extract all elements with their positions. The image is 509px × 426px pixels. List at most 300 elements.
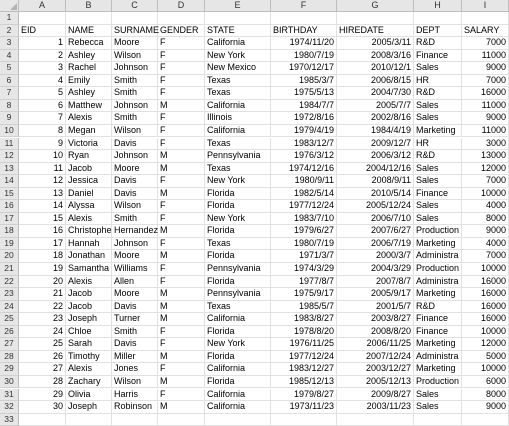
cell-surname[interactable]: Davis bbox=[112, 138, 158, 150]
cell-state[interactable]: New York bbox=[205, 213, 271, 225]
cell-salary[interactable]: 11000 bbox=[462, 100, 509, 112]
cell-salary[interactable]: 10000 bbox=[462, 363, 509, 375]
cell-name[interactable]: Jacob bbox=[66, 301, 112, 313]
cell-birthday[interactable]: 1974/11/20 bbox=[271, 37, 337, 49]
empty-cell[interactable] bbox=[19, 414, 66, 426]
cell-surname[interactable]: Davis bbox=[112, 301, 158, 313]
cell-gender[interactable]: F bbox=[158, 238, 205, 250]
cell-name[interactable]: Jessica bbox=[66, 175, 112, 187]
cell-gender[interactable]: F bbox=[158, 87, 205, 99]
cell-hiredate[interactable]: 2006/11/25 bbox=[337, 338, 414, 350]
cell-birthday[interactable]: 1977/12/24 bbox=[271, 351, 337, 363]
cell-dept[interactable]: Sales bbox=[414, 200, 462, 212]
cell-hiredate[interactable]: 2007/8/7 bbox=[337, 276, 414, 288]
header-cell-gender[interactable]: GENDER bbox=[158, 25, 205, 37]
cell-hiredate[interactable]: 2008/8/20 bbox=[337, 326, 414, 338]
column-header-i[interactable]: I bbox=[462, 0, 509, 12]
cell-name[interactable]: Matthew bbox=[66, 100, 112, 112]
cell-salary[interactable]: 4000 bbox=[462, 238, 509, 250]
cell-salary[interactable]: 5000 bbox=[462, 351, 509, 363]
cell-surname[interactable]: Smith bbox=[112, 213, 158, 225]
cell-salary[interactable]: 12000 bbox=[462, 163, 509, 175]
cell-eid[interactable]: 29 bbox=[19, 389, 66, 401]
cell-salary[interactable]: 7000 bbox=[462, 37, 509, 49]
cell-name[interactable]: Megan bbox=[66, 125, 112, 137]
cell-birthday[interactable]: 1983/12/7 bbox=[271, 138, 337, 150]
cell-birthday[interactable]: 1977/8/7 bbox=[271, 276, 337, 288]
cell-name[interactable]: Zachary bbox=[66, 376, 112, 388]
cell-name[interactable]: Jacob bbox=[66, 163, 112, 175]
cell-gender[interactable]: F bbox=[158, 75, 205, 87]
cell-hiredate[interactable]: 2001/5/7 bbox=[337, 301, 414, 313]
empty-cell[interactable] bbox=[66, 414, 112, 426]
cell-surname[interactable]: Allen bbox=[112, 276, 158, 288]
cell-state[interactable]: Texas bbox=[205, 163, 271, 175]
cell-eid[interactable]: 10 bbox=[19, 150, 66, 162]
cell-name[interactable]: Joseph bbox=[66, 401, 112, 413]
row-header-29[interactable]: 29 bbox=[0, 363, 19, 376]
cell-gender[interactable]: M bbox=[158, 288, 205, 300]
cell-dept[interactable]: Sales bbox=[414, 163, 462, 175]
cell-state[interactable]: New York bbox=[205, 175, 271, 187]
cell-dept[interactable]: Marketing bbox=[414, 125, 462, 137]
cell-state[interactable]: Florida bbox=[205, 276, 271, 288]
cell-state[interactable]: Florida bbox=[205, 188, 271, 200]
empty-cell[interactable] bbox=[158, 414, 205, 426]
cell-surname[interactable]: Moore bbox=[112, 288, 158, 300]
cell-surname[interactable]: Williams bbox=[112, 263, 158, 275]
cell-gender[interactable]: F bbox=[158, 125, 205, 137]
cell-dept[interactable]: Sales bbox=[414, 389, 462, 401]
cell-surname[interactable]: Johnson bbox=[112, 238, 158, 250]
header-cell-dept[interactable]: DEPT bbox=[414, 25, 462, 37]
cell-birthday[interactable]: 1979/6/27 bbox=[271, 225, 337, 237]
cell-dept[interactable]: Sales bbox=[414, 401, 462, 413]
cell-gender[interactable]: F bbox=[158, 37, 205, 49]
cell-surname[interactable]: Wilson bbox=[112, 200, 158, 212]
row-header-25[interactable]: 25 bbox=[0, 313, 19, 326]
cell-eid[interactable]: 19 bbox=[19, 263, 66, 275]
cell-name[interactable]: Alyssa bbox=[66, 200, 112, 212]
cell-eid[interactable]: 5 bbox=[19, 87, 66, 99]
cell-birthday[interactable]: 1982/5/14 bbox=[271, 188, 337, 200]
cell-salary[interactable]: 9000 bbox=[462, 62, 509, 74]
cell-dept[interactable]: Finance bbox=[414, 326, 462, 338]
cell-name[interactable]: Samantha bbox=[66, 263, 112, 275]
cell-birthday[interactable]: 1979/4/19 bbox=[271, 125, 337, 137]
cell-gender[interactable]: M bbox=[158, 351, 205, 363]
cell-eid[interactable]: 11 bbox=[19, 163, 66, 175]
cell-gender[interactable]: F bbox=[158, 363, 205, 375]
cell-state[interactable]: Florida bbox=[205, 250, 271, 262]
row-header-17[interactable]: 17 bbox=[0, 213, 19, 226]
cell-salary[interactable]: 16000 bbox=[462, 87, 509, 99]
cell-birthday[interactable]: 1970/12/17 bbox=[271, 62, 337, 74]
cell-surname[interactable]: Smith bbox=[112, 75, 158, 87]
cell-hiredate[interactable]: 2000/3/7 bbox=[337, 250, 414, 262]
cell-state[interactable]: Florida bbox=[205, 326, 271, 338]
cell-birthday[interactable]: 1985/5/7 bbox=[271, 301, 337, 313]
empty-cell[interactable] bbox=[414, 414, 462, 426]
cell-salary[interactable]: 11000 bbox=[462, 50, 509, 62]
cell-salary[interactable]: 10000 bbox=[462, 263, 509, 275]
cell-gender[interactable]: F bbox=[158, 175, 205, 187]
cell-name[interactable]: Ashley bbox=[66, 87, 112, 99]
cell-salary[interactable]: 10000 bbox=[462, 188, 509, 200]
column-header-g[interactable]: G bbox=[337, 0, 414, 12]
row-header-21[interactable]: 21 bbox=[0, 263, 19, 276]
cell-salary[interactable]: 7000 bbox=[462, 250, 509, 262]
column-header-d[interactable]: D bbox=[158, 0, 205, 12]
cell-gender[interactable]: F bbox=[158, 62, 205, 74]
cell-dept[interactable]: Marketing bbox=[414, 338, 462, 350]
cell-hiredate[interactable]: 2009/8/27 bbox=[337, 389, 414, 401]
cell-salary[interactable]: 6000 bbox=[462, 376, 509, 388]
cell-birthday[interactable]: 1980/7/19 bbox=[271, 50, 337, 62]
empty-cell[interactable] bbox=[66, 12, 112, 24]
cell-name[interactable]: Ashley bbox=[66, 50, 112, 62]
cell-salary[interactable]: 16000 bbox=[462, 276, 509, 288]
cell-surname[interactable]: Hernandez bbox=[114, 225, 159, 236]
row-header-1[interactable]: 1 bbox=[0, 12, 19, 25]
cell-salary[interactable]: 10000 bbox=[462, 326, 509, 338]
row-header-2[interactable]: 2 bbox=[0, 25, 19, 38]
cell-hiredate[interactable]: 2010/12/1 bbox=[337, 62, 414, 74]
cell-eid[interactable]: 21 bbox=[19, 288, 66, 300]
cell-dept[interactable]: Production bbox=[414, 263, 462, 275]
cell-surname[interactable]: Smith bbox=[112, 326, 158, 338]
cell-gender[interactable]: F bbox=[158, 112, 205, 124]
cell-salary[interactable]: 7000 bbox=[462, 75, 509, 87]
cell-gender[interactable]: M bbox=[158, 250, 205, 262]
row-header-30[interactable]: 30 bbox=[0, 376, 19, 389]
cell-name[interactable]: Jonathan bbox=[66, 250, 112, 262]
cell-eid[interactable]: 1 bbox=[19, 37, 66, 49]
cell-gender[interactable]: M bbox=[158, 401, 205, 413]
cell-birthday[interactable]: 1974/12/16 bbox=[271, 163, 337, 175]
column-header-f[interactable]: F bbox=[271, 0, 337, 12]
cell-gender[interactable]: M bbox=[158, 225, 205, 237]
cell-gender[interactable]: F bbox=[158, 138, 205, 150]
cell-eid[interactable]: 25 bbox=[19, 338, 66, 350]
cell-hiredate[interactable]: 2006/7/10 bbox=[337, 213, 414, 225]
cell-hiredate[interactable]: 2003/11/23 bbox=[337, 401, 414, 413]
cell-surname[interactable]: Harris bbox=[112, 389, 158, 401]
cell-gender[interactable]: M bbox=[158, 163, 205, 175]
cell-name[interactable]: Chloe bbox=[66, 326, 112, 338]
cell-dept[interactable]: R&D bbox=[414, 150, 462, 162]
cell-hiredate[interactable]: 2004/3/29 bbox=[337, 263, 414, 275]
cell-state[interactable]: California bbox=[205, 125, 271, 137]
cell-surname[interactable]: Davis bbox=[112, 338, 158, 350]
cell-gender[interactable]: F bbox=[158, 50, 205, 62]
cell-salary[interactable]: 7000 bbox=[462, 175, 509, 187]
column-header-e[interactable]: E bbox=[205, 0, 271, 12]
row-header-31[interactable]: 31 bbox=[0, 389, 19, 402]
cell-salary[interactable]: 4000 bbox=[462, 200, 509, 212]
cell-state[interactable]: Florida bbox=[205, 225, 271, 237]
cell-birthday[interactable]: 1977/12/24 bbox=[271, 200, 337, 212]
cell-gender[interactable]: M bbox=[158, 100, 205, 112]
cell-hiredate[interactable]: 1984/4/19 bbox=[337, 125, 414, 137]
cell-salary[interactable]: 8000 bbox=[462, 213, 509, 225]
cell-name[interactable]: Olivia bbox=[66, 389, 112, 401]
cell-name[interactable]: Emily bbox=[66, 75, 112, 87]
cell-surname[interactable]: Jones bbox=[112, 363, 158, 375]
cell-hiredate[interactable]: 2002/8/16 bbox=[337, 112, 414, 124]
row-header-5[interactable]: 5 bbox=[0, 62, 19, 75]
empty-cell[interactable] bbox=[19, 12, 66, 24]
cell-birthday[interactable]: 1980/7/19 bbox=[271, 238, 337, 250]
cell-name[interactable]: Joseph bbox=[66, 313, 112, 325]
cell-name[interactable]: Jacob bbox=[66, 288, 112, 300]
cell-surname[interactable]: Moore bbox=[112, 37, 158, 49]
cell-surname[interactable]: Johnson bbox=[112, 150, 158, 162]
cell-surname[interactable]: Wilson bbox=[112, 376, 158, 388]
row-header-12[interactable]: 12 bbox=[0, 150, 19, 163]
cell-birthday[interactable]: 1971/3/7 bbox=[271, 250, 337, 262]
cell-state[interactable]: Florida bbox=[205, 376, 271, 388]
cell-eid[interactable]: 15 bbox=[19, 213, 66, 225]
cell-hiredate[interactable]: 2010/5/14 bbox=[337, 188, 414, 200]
cell-state[interactable]: California bbox=[205, 313, 271, 325]
cell-eid[interactable]: 6 bbox=[19, 100, 66, 112]
cell-birthday[interactable]: 1973/11/23 bbox=[271, 401, 337, 413]
cell-eid[interactable]: 7 bbox=[19, 112, 66, 124]
cell-hiredate[interactable]: 2008/3/16 bbox=[337, 50, 414, 62]
cell-name[interactable]: Victoria bbox=[66, 138, 112, 150]
column-header-h[interactable]: H bbox=[414, 0, 462, 12]
header-cell-hiredate[interactable]: HIREDATE bbox=[337, 25, 414, 37]
cell-eid[interactable]: 14 bbox=[19, 200, 66, 212]
row-header-11[interactable]: 11 bbox=[0, 138, 19, 151]
cell-hiredate[interactable]: 2005/12/24 bbox=[337, 200, 414, 212]
cell-surname[interactable]: Davis bbox=[112, 188, 158, 200]
cell-name[interactable]: Rachel bbox=[66, 62, 112, 74]
empty-cell[interactable] bbox=[271, 12, 337, 24]
cell-gender[interactable]: M bbox=[158, 150, 205, 162]
cell-birthday[interactable]: 1974/3/29 bbox=[271, 263, 337, 275]
cell-eid[interactable]: 12 bbox=[19, 175, 66, 187]
empty-cell[interactable] bbox=[271, 414, 337, 426]
select-all-corner[interactable] bbox=[0, 0, 19, 12]
header-cell-birthday[interactable]: BIRTHDAY bbox=[271, 25, 337, 37]
cell-eid[interactable]: 27 bbox=[19, 363, 66, 375]
cell-surname[interactable]: Moore bbox=[112, 250, 158, 262]
cell-hiredate[interactable]: 2007/6/27 bbox=[337, 225, 414, 237]
cell-name[interactable]: Christophe bbox=[68, 225, 112, 236]
cell-salary[interactable]: 9000 bbox=[462, 225, 509, 237]
row-header-27[interactable]: 27 bbox=[0, 338, 19, 351]
cell-state[interactable]: Texas bbox=[205, 138, 271, 150]
cell-surname[interactable]: Smith bbox=[112, 87, 158, 99]
cell-hiredate[interactable]: 2006/8/15 bbox=[337, 75, 414, 87]
cell-eid[interactable]: 23 bbox=[19, 313, 66, 325]
cell-surname[interactable]: Smith bbox=[112, 112, 158, 124]
cell-birthday[interactable]: 1978/8/20 bbox=[271, 326, 337, 338]
row-header-33[interactable]: 33 bbox=[0, 414, 19, 426]
cell-dept[interactable]: Sales bbox=[414, 213, 462, 225]
cell-gender[interactable]: F bbox=[158, 338, 205, 350]
cell-birthday[interactable]: 1983/7/10 bbox=[271, 213, 337, 225]
cell-gender[interactable]: F bbox=[158, 276, 205, 288]
row-header-20[interactable]: 20 bbox=[0, 250, 19, 263]
cell-birthday[interactable]: 1976/3/12 bbox=[271, 150, 337, 162]
cell-birthday[interactable]: 1980/9/11 bbox=[271, 175, 337, 187]
cell-state[interactable]: New York bbox=[205, 338, 271, 350]
cell-hiredate[interactable]: 2005/3/11 bbox=[337, 37, 414, 49]
cell-dept[interactable]: Administra bbox=[414, 276, 462, 288]
row-header-18[interactable]: 18 bbox=[0, 225, 19, 238]
cell-state[interactable]: California bbox=[205, 100, 271, 112]
cell-dept[interactable]: HR bbox=[414, 138, 462, 150]
empty-cell[interactable] bbox=[205, 12, 271, 24]
cell-hiredate[interactable]: 2003/12/27 bbox=[337, 363, 414, 375]
cell-state[interactable]: Florida bbox=[205, 351, 271, 363]
cell-name[interactable]: Alexis bbox=[66, 112, 112, 124]
cell-name[interactable]: Rebecca bbox=[66, 37, 112, 49]
cell-salary[interactable]: 3000 bbox=[462, 138, 509, 150]
cell-state[interactable]: Texas bbox=[205, 87, 271, 99]
cell-gender[interactable]: F bbox=[158, 213, 205, 225]
cell-hiredate[interactable]: 2007/12/24 bbox=[337, 351, 414, 363]
cell-gender[interactable]: F bbox=[158, 389, 205, 401]
empty-cell[interactable] bbox=[112, 12, 158, 24]
column-header-b[interactable]: B bbox=[66, 0, 112, 12]
cell-name[interactable]: Alexis bbox=[66, 363, 112, 375]
cell-surname[interactable]: Johnson bbox=[112, 100, 158, 112]
cell-surname[interactable]: Robinson bbox=[112, 401, 158, 413]
cell-dept[interactable]: Marketing bbox=[414, 238, 462, 250]
header-cell-salary[interactable]: SALARY bbox=[462, 25, 509, 37]
cell-name[interactable]: Sarah bbox=[66, 338, 112, 350]
cell-eid[interactable]: 9 bbox=[19, 138, 66, 150]
cell-dept[interactable]: Finance bbox=[414, 188, 462, 200]
row-header-6[interactable]: 6 bbox=[0, 75, 19, 88]
empty-cell[interactable] bbox=[462, 414, 509, 426]
cell-dept[interactable]: Production bbox=[414, 225, 462, 237]
cell-birthday[interactable]: 1985/12/13 bbox=[271, 376, 337, 388]
cell-surname[interactable]: Johnson bbox=[112, 62, 158, 74]
cell-eid[interactable]: 17 bbox=[19, 238, 66, 250]
empty-cell[interactable] bbox=[337, 414, 414, 426]
cell-eid[interactable]: 18 bbox=[19, 250, 66, 262]
cell-state[interactable]: Pennsylvania bbox=[205, 150, 271, 162]
cell-hiredate[interactable]: 2004/7/30 bbox=[337, 87, 414, 99]
cell-birthday[interactable]: 1976/11/25 bbox=[271, 338, 337, 350]
cell-dept[interactable]: Sales bbox=[414, 100, 462, 112]
cell-dept[interactable]: Sales bbox=[414, 62, 462, 74]
cell-eid[interactable]: 20 bbox=[19, 276, 66, 288]
cell-eid[interactable]: 4 bbox=[19, 75, 66, 87]
cell-eid[interactable]: 26 bbox=[19, 351, 66, 363]
cell-eid[interactable]: 16 bbox=[19, 225, 66, 237]
cell-salary[interactable]: 16000 bbox=[462, 313, 509, 325]
cell-birthday[interactable]: 1985/3/7 bbox=[271, 75, 337, 87]
row-header-13[interactable]: 13 bbox=[0, 163, 19, 176]
header-cell-eid[interactable]: EID bbox=[19, 25, 66, 37]
cell-salary[interactable]: 16000 bbox=[462, 301, 509, 313]
cell-surname[interactable]: Wilson bbox=[112, 50, 158, 62]
cell-dept[interactable]: Sales bbox=[414, 175, 462, 187]
row-header-14[interactable]: 14 bbox=[0, 175, 19, 188]
cell-salary[interactable]: 9000 bbox=[462, 401, 509, 413]
empty-cell[interactable] bbox=[158, 12, 205, 24]
cell-salary[interactable]: 9000 bbox=[462, 112, 509, 124]
cell-hiredate[interactable]: 2006/7/19 bbox=[337, 238, 414, 250]
cell-salary[interactable]: 16000 bbox=[462, 288, 509, 300]
cell-birthday[interactable]: 1984/7/7 bbox=[271, 100, 337, 112]
row-header-28[interactable]: 28 bbox=[0, 351, 19, 364]
row-header-4[interactable]: 4 bbox=[0, 50, 19, 63]
empty-cell[interactable] bbox=[337, 12, 414, 24]
empty-cell[interactable] bbox=[112, 414, 158, 426]
row-header-16[interactable]: 16 bbox=[0, 200, 19, 213]
cell-surname[interactable]: Miller bbox=[112, 351, 158, 363]
cell-gender[interactable]: F bbox=[158, 200, 205, 212]
cell-state[interactable]: Pennsylvania bbox=[205, 263, 271, 275]
row-header-23[interactable]: 23 bbox=[0, 288, 19, 301]
cell-surname[interactable]: Davis bbox=[112, 175, 158, 187]
cell-birthday[interactable]: 1979/8/27 bbox=[271, 389, 337, 401]
cell-name[interactable]: Alexis bbox=[66, 213, 112, 225]
cell-hiredate[interactable]: 2005/12/13 bbox=[337, 376, 414, 388]
cell-hiredate[interactable]: 2005/9/17 bbox=[337, 288, 414, 300]
cell-state[interactable]: Texas bbox=[205, 238, 271, 250]
cell-surname[interactable]: Wilson bbox=[112, 125, 158, 137]
row-header-24[interactable]: 24 bbox=[0, 301, 19, 314]
header-cell-surname[interactable]: SURNAME bbox=[114, 24, 160, 35]
cell-state[interactable]: California bbox=[205, 401, 271, 413]
cell-birthday[interactable]: 1983/12/27 bbox=[271, 363, 337, 375]
row-header-9[interactable]: 9 bbox=[0, 112, 19, 125]
cell-eid[interactable]: 28 bbox=[19, 376, 66, 388]
cell-gender[interactable]: M bbox=[158, 376, 205, 388]
cell-dept[interactable]: Finance bbox=[414, 313, 462, 325]
row-header-26[interactable]: 26 bbox=[0, 326, 19, 339]
cell-birthday[interactable]: 1983/8/27 bbox=[271, 313, 337, 325]
cell-name[interactable]: Timothy bbox=[66, 351, 112, 363]
cell-gender[interactable]: M bbox=[158, 301, 205, 313]
cell-eid[interactable]: 2 bbox=[19, 50, 66, 62]
cell-eid[interactable]: 24 bbox=[19, 326, 66, 338]
cell-state[interactable]: California bbox=[205, 37, 271, 49]
empty-cell[interactable] bbox=[205, 414, 271, 426]
row-header-3[interactable]: 3 bbox=[0, 37, 19, 50]
cell-dept[interactable]: HR bbox=[414, 75, 462, 87]
cell-birthday[interactable]: 1975/5/13 bbox=[271, 87, 337, 99]
cell-dept[interactable]: Marketing bbox=[414, 288, 462, 300]
cell-eid[interactable]: 8 bbox=[19, 125, 66, 137]
header-cell-state[interactable]: STATE bbox=[205, 25, 271, 37]
cell-state[interactable]: Florida bbox=[205, 200, 271, 212]
cell-dept[interactable]: R&D bbox=[414, 301, 462, 313]
cell-state[interactable]: Texas bbox=[205, 301, 271, 313]
cell-gender[interactable]: F bbox=[158, 263, 205, 275]
cell-gender[interactable]: F bbox=[158, 326, 205, 338]
empty-cell[interactable] bbox=[414, 12, 462, 24]
cell-state[interactable]: Illinois bbox=[205, 112, 271, 124]
cell-salary[interactable]: 8000 bbox=[462, 389, 509, 401]
column-header-c[interactable]: C bbox=[112, 0, 158, 12]
cell-dept[interactable]: R&D bbox=[414, 87, 462, 99]
cell-birthday[interactable]: 1972/8/16 bbox=[271, 112, 337, 124]
cell-dept[interactable]: Administra bbox=[414, 250, 462, 262]
row-header-7[interactable]: 7 bbox=[0, 87, 19, 100]
row-header-19[interactable]: 19 bbox=[0, 238, 19, 251]
empty-cell[interactable] bbox=[462, 12, 509, 24]
cell-salary[interactable]: 13000 bbox=[462, 150, 509, 162]
